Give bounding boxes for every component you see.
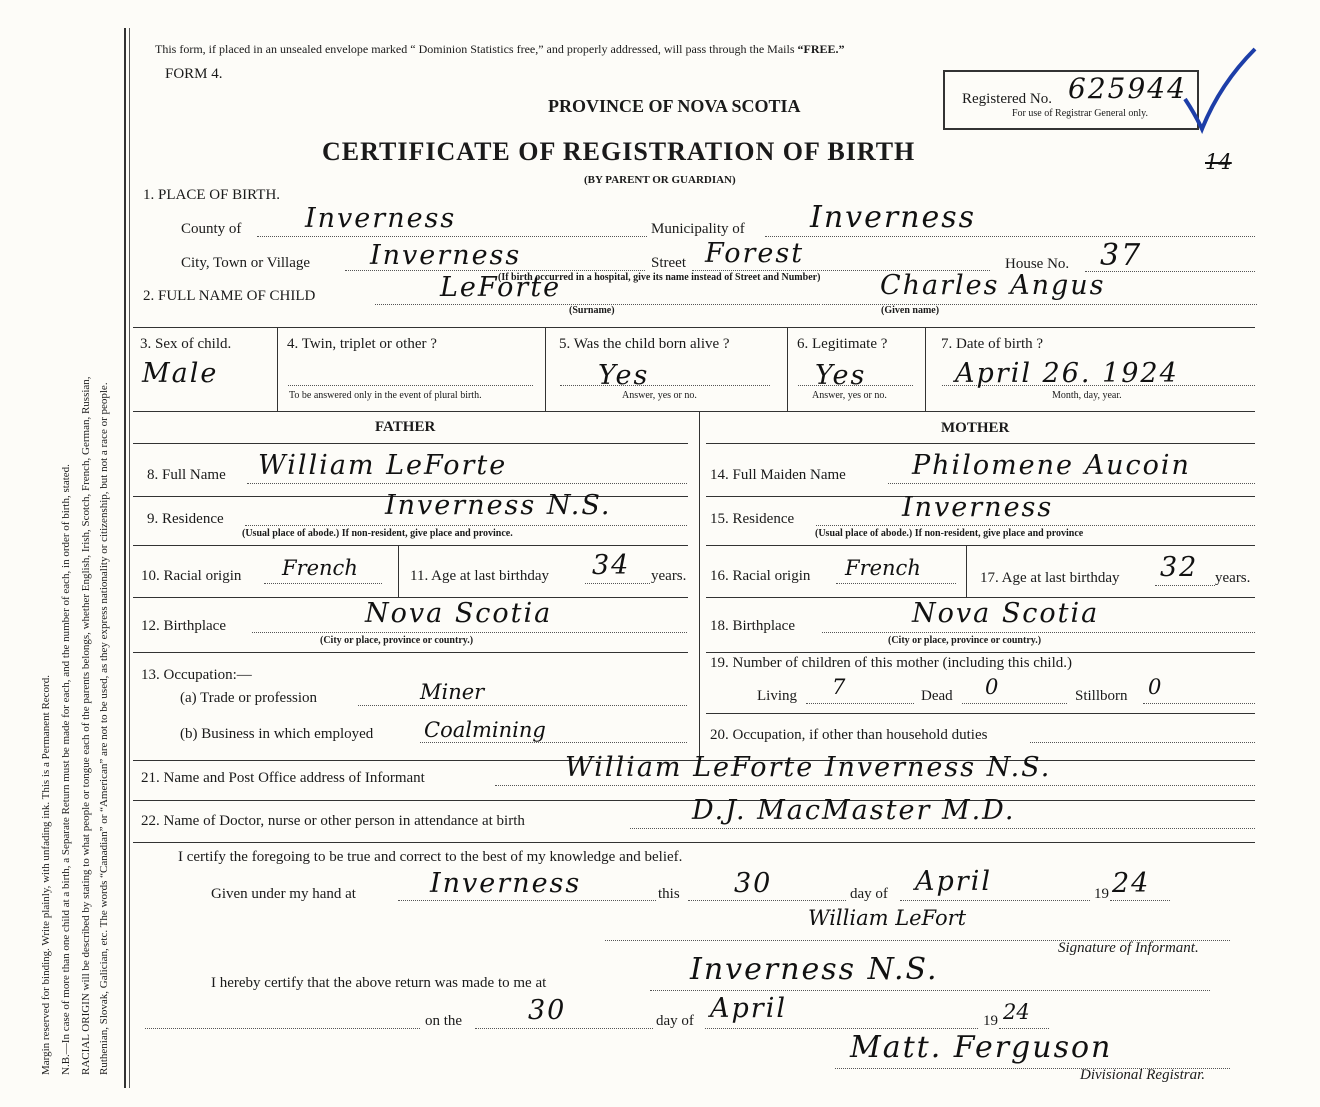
surname-caption: (Surname) (569, 305, 615, 316)
on-the-label: on the (425, 1013, 463, 1029)
twin-line (288, 385, 533, 386)
mother-race-value: French (845, 556, 921, 580)
mother-residence-note: (Usual place of abode.) If non-resident, give place and province (815, 528, 1084, 539)
father-trade-value: Miner (420, 680, 485, 704)
father-race-label: 10. Racial origin (141, 568, 242, 584)
dob-note: Month, day, year. (1052, 390, 1122, 401)
child-surname: LeForte (440, 272, 562, 303)
row3-top-border (133, 327, 1255, 328)
street-label: Street (651, 255, 686, 271)
father-birthplace-note: (City or place, province or country.) (320, 635, 474, 646)
father-residence-note: (Usual place of abode.) If non-resident, give place and province. (242, 528, 513, 539)
twin-label: 4. Twin, triplet or other ? (287, 336, 437, 352)
year-prefix: 19 (1094, 886, 1109, 902)
house-label: House No. (1005, 256, 1070, 272)
row3-divider-2 (545, 327, 546, 411)
father-residence-value: Inverness N.S. (385, 490, 612, 521)
doctor-rule (133, 842, 1255, 843)
father-years-label: years. (651, 568, 687, 584)
corner-mark: 14 (1205, 150, 1232, 174)
mother-children-label: 19. Number of children of this mother (including this child.) (710, 655, 1073, 671)
row3-divider-4 (925, 327, 926, 411)
registrar-note: For use of Registrar General only. (1012, 108, 1148, 119)
mother-row-rule-4 (706, 652, 1255, 653)
mother-race-line (836, 583, 956, 584)
father-race-value: French (282, 556, 358, 580)
informant-label: 21. Name and Post Office address of Informant (141, 770, 425, 786)
stillborn-line (1143, 703, 1255, 704)
mother-row-rule-5 (706, 713, 1255, 714)
city-value: Inverness (370, 240, 522, 271)
mother-name-line (888, 483, 1255, 484)
doctor-value: D.J. MacMaster M.D. (692, 795, 1016, 826)
mother-birthplace-line (822, 632, 1255, 633)
registrar-signature: Matt. Ferguson (850, 1030, 1113, 1065)
registered-label: Registered No. (962, 91, 1052, 107)
dead-label: Dead (921, 688, 953, 704)
margin-note-2: N.B.—In case of more than one child at a birth, a Separate Return must be made for each, and the number of each, in order of birth, stated. (60, 464, 72, 1075)
given-caption: (Given name) (881, 305, 940, 316)
mail-notice-text: This form, if placed in an unsealed envelope marked “ Dominion Statistics free,” and properly addressed, will pass through the Mails (155, 42, 798, 56)
mother-name-value: Philomene Aucoin (912, 450, 1191, 481)
county-value: Inverness (305, 203, 457, 234)
alive-value: Yes (598, 360, 650, 391)
reg-day-of-label: day of (656, 1013, 694, 1029)
reg-month-line (705, 1028, 978, 1029)
registrar-statement: I hereby certify that the above return was made to me at (211, 975, 547, 991)
mother-years-label: years. (1215, 570, 1251, 586)
informant-value: William LeForte Inverness N.S. (565, 752, 1052, 783)
mother-age-label: 17. Age at last birthday (980, 570, 1120, 586)
twin-note: To be answered only in the event of plural birth. (289, 390, 482, 401)
father-birthplace-line (252, 632, 687, 633)
father-business-line (420, 742, 687, 743)
dob-label: 7. Date of birth ? (941, 336, 1044, 352)
registrar-place-value: Inverness N.S. (690, 952, 939, 987)
month-line (900, 900, 1090, 901)
stillborn-value: 0 (1148, 675, 1162, 699)
living-line (806, 703, 914, 704)
father-name-value: William LeForte (258, 450, 508, 481)
day-value: 30 (734, 868, 773, 899)
informant-sig-label: Signature of Informant. (1058, 940, 1199, 956)
registrar-place-line (650, 990, 1210, 991)
father-birthplace-label: 12. Birthplace (141, 618, 226, 634)
doctor-label: 22. Name of Doctor, nurse or other person in attendance at birth (141, 813, 525, 829)
mother-row-rule-2 (706, 545, 1255, 546)
month-value: April (915, 866, 992, 897)
check-mark-icon (1180, 44, 1260, 134)
given-under-hand-label: Given under my hand at (211, 886, 356, 902)
row3-divider-3 (787, 327, 788, 411)
mother-age-line (1155, 585, 1215, 586)
informant-signature: William LeFort (808, 906, 967, 930)
mother-residence-value: Inverness (902, 492, 1054, 523)
father-heading: FATHER (375, 419, 436, 435)
father-birthplace-value: Nova Scotia (365, 598, 553, 629)
mail-notice-free: “FREE.” (797, 42, 845, 56)
hospital-note: (If birth occurred in a hospital, give its name instead of Street and Number) (498, 272, 821, 283)
father-row-rule-2 (133, 545, 688, 546)
city-label: City, Town or Village (181, 255, 311, 271)
year-line (1110, 900, 1170, 901)
house-value: 37 (1100, 238, 1143, 273)
row3-bottom-border (133, 411, 1255, 412)
form-number: FORM 4. (165, 66, 223, 82)
municipality-value: Inverness (810, 200, 977, 235)
dead-line (962, 703, 1067, 704)
dead-value: 0 (985, 675, 999, 699)
father-business-label: (b) Business in which employed (180, 726, 374, 742)
living-value: 7 (832, 675, 846, 699)
sex-label: 3. Sex of child. (140, 336, 232, 352)
county-line (257, 236, 647, 237)
this-label: this (658, 886, 680, 902)
alive-line (560, 385, 770, 386)
mother-age-value: 32 (1160, 552, 1199, 583)
father-trade-line (358, 705, 687, 706)
binding-margin-line (124, 28, 126, 1088)
father-age-label: 11. Age at last birthday (410, 568, 549, 584)
child-given-name: Charles Angus (880, 270, 1106, 301)
father-race-line (264, 583, 382, 584)
mother-name-label: 14. Full Maiden Name (710, 467, 846, 483)
margin-note-3: RACIAL ORIGIN will be described by stating to what people or tongue each of the parents belongs, whether English, Irish, Scotch, French, German, Russian, (80, 376, 92, 1075)
province-heading: PROVINCE OF NOVA SCOTIA (548, 96, 801, 116)
mother-occupation-label: 20. Occupation, if other than household duties (710, 727, 988, 743)
mother-heading: MOTHER (941, 420, 1010, 436)
mother-occupation-line (1030, 742, 1255, 743)
page-subtitle: (BY PARENT OR GUARDIAN) (584, 174, 736, 186)
father-name-label: 8. Full Name (147, 467, 226, 483)
legitimate-value: Yes (815, 360, 867, 391)
father-trade-label: (a) Trade or profession (180, 690, 318, 706)
father-residence-label: 9. Residence (147, 511, 224, 527)
mother-birthplace-value: Nova Scotia (912, 598, 1100, 629)
dob-value: April 26. 1924 (955, 358, 1179, 389)
living-label: Living (757, 688, 797, 704)
father-business-value: Coalmining (424, 718, 546, 742)
margin-note-4: Ruthenian, Slovak, Galician, etc. The words “Canadian” or “American” are not to be used, as they express nationality or citizenship, but not a race or people. (98, 382, 110, 1075)
reg-month-value: April (710, 993, 787, 1024)
father-age-value: 34 (592, 550, 631, 581)
mother-birthplace-label: 18. Birthplace (710, 618, 795, 634)
reg-day-value: 30 (528, 995, 567, 1026)
informant-line (495, 785, 1255, 786)
doctor-line (630, 828, 1255, 829)
legitimate-label: 6. Legitimate ? (797, 336, 888, 352)
mother-birthplace-note: (City or place, province or country.) (888, 635, 1042, 646)
alive-label: 5. Was the child born alive ? (559, 336, 730, 352)
binding-margin-line-inner (129, 28, 130, 1088)
father-race-divider (398, 545, 399, 597)
margin-note-1: Margin reserved for binding. Write plainly, with unfading ink. This is a Permanent Record. (40, 675, 52, 1075)
street-value: Forest (705, 238, 805, 269)
mail-notice (155, 42, 845, 57)
municipality-label: Municipality of (651, 221, 745, 237)
sex-value: Male (142, 358, 219, 389)
alive-note: Answer, yes or no. (622, 390, 697, 401)
father-age-line (585, 583, 650, 584)
father-row-rule-4 (133, 652, 688, 653)
mother-heading-rule (706, 443, 1255, 444)
certify-statement: I certify the foregoing to be true and correct to the best of my knowledge and belief. (178, 849, 683, 865)
given-place-line (398, 900, 656, 901)
on-the-lead-line (145, 1028, 420, 1029)
reg-year-line (999, 1028, 1049, 1029)
parents-divider (699, 411, 700, 760)
registered-number: 625944 (1068, 72, 1187, 105)
reg-year-prefix: 19 (983, 1013, 998, 1029)
reg-year-suffix: 24 (1003, 1000, 1030, 1024)
county-label: County of (181, 221, 242, 237)
day-line (688, 900, 846, 901)
page-title: CERTIFICATE OF REGISTRATION OF BIRTH (322, 137, 916, 166)
stillborn-label: Stillborn (1075, 688, 1128, 704)
father-occupation-label: 13. Occupation:— (141, 667, 252, 683)
mother-residence-line (816, 525, 1255, 526)
year-suffix: 24 (1112, 868, 1151, 899)
municipality-line (765, 236, 1255, 237)
father-residence-line (245, 525, 687, 526)
father-name-line (247, 483, 687, 484)
child-name-label: 2. FULL NAME OF CHILD (143, 288, 316, 304)
mother-race-divider (966, 545, 967, 597)
day-of-label: day of (850, 886, 888, 902)
given-place-value: Inverness (430, 868, 582, 899)
row3-divider-1 (277, 327, 278, 411)
mother-race-label: 16. Racial origin (710, 568, 811, 584)
mother-residence-label: 15. Residence (710, 511, 795, 527)
legitimate-note: Answer, yes or no. (812, 390, 887, 401)
reg-day-line (475, 1028, 653, 1029)
registrar-label: Divisional Registrar. (1080, 1067, 1206, 1083)
father-heading-rule (133, 443, 688, 444)
place-of-birth-label: 1. PLACE OF BIRTH. (143, 187, 281, 203)
